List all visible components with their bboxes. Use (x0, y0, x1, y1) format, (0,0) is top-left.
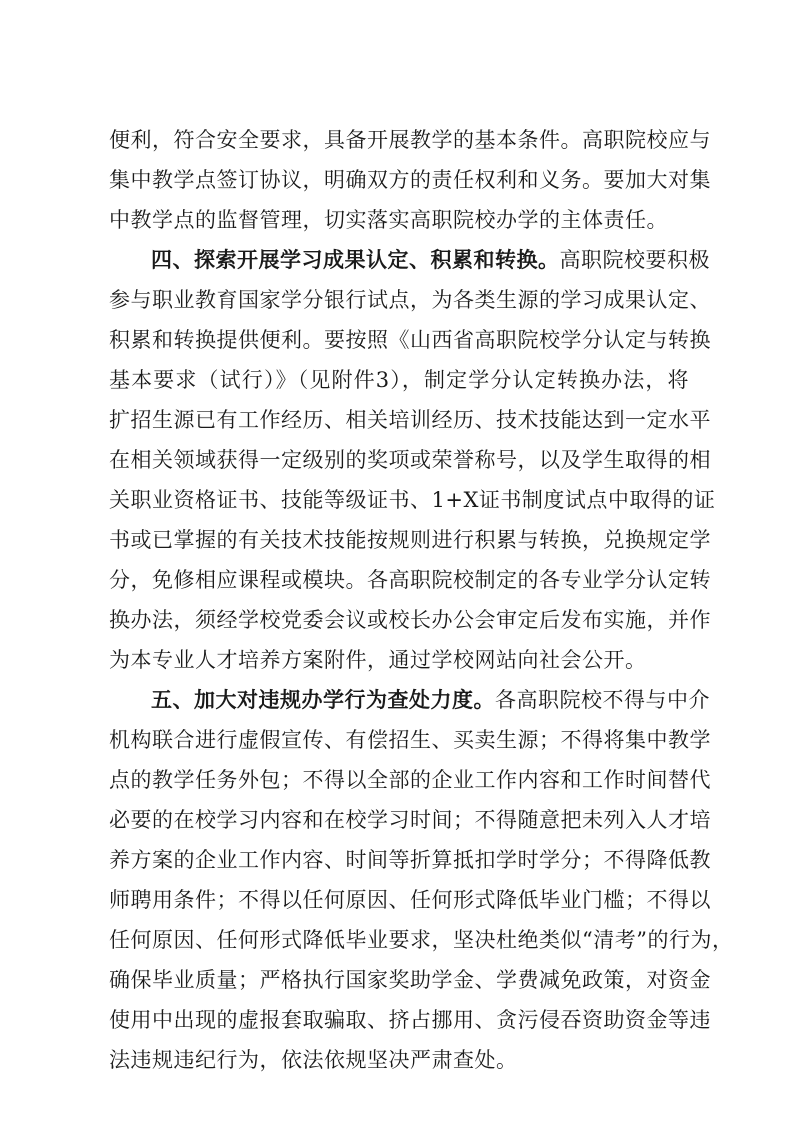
text-line (109, 680, 710, 720)
text-line: 参与职业教育国家学分银行试点，为各类生源的学习成果认定、 (109, 288, 711, 312)
text-span: 高职院校要积极 (559, 248, 710, 272)
text-line: 养方案的企业工作内容、时间等折算抵扣学时学分；不得降低教 (109, 848, 711, 872)
text-line: 关职业资格证书、技能等级证书、1+X证书制度试点中取得的证 (109, 488, 716, 512)
text-line: 分，免修相应课程或模块。各高职院校制定的各专业学分认定转 (109, 568, 711, 592)
text-line: 机构联合进行虚假宣传、有偿招生、买卖生源；不得将集中教学 (109, 728, 711, 752)
section-five-heading: 五、加大对违规办学行为查处力度。 (151, 688, 495, 712)
text-line (109, 240, 710, 280)
text-line: 使用中出现的虚报套取骗取、挤占挪用、贪污侵吞资助资金等违 (109, 1008, 711, 1032)
section-four-heading: 四、探索开展学习成果认定、积累和转换。 (151, 248, 560, 272)
text-line: 基本要求（试行）》（见附件3），制定学分认定转换办法，将 (109, 368, 689, 392)
section-five-paragraph (109, 680, 734, 1080)
text-line: 中教学点的监督管理，切实落实高职院校办学的主体责任。 (109, 208, 668, 232)
text-line: 换办法，须经学校党委会议或校长办公会审定后发布实施，并作 (109, 608, 711, 632)
text-line: 便利，符合安全要求，具备开展教学的基本条件。高职院校应与 (109, 128, 711, 152)
text-span: 各高职院校不得与中介 (495, 688, 710, 712)
text-line: 集中教学点签订协议，明确双方的责任权利和义务。要加大对集 (109, 168, 711, 192)
paragraph-continuation (109, 120, 711, 240)
text-line: 点的教学任务外包；不得以全部的企业工作内容和工作时间替代 (109, 768, 711, 792)
text-line: 确保毕业质量；严格执行国家奖助学金、学费减免政策，对资金 (109, 968, 711, 992)
document-body (109, 120, 734, 1080)
text-line: 书或已掌握的有关技术技能按规则进行积累与转换，兑换规定学 (109, 528, 711, 552)
section-four-paragraph (109, 240, 716, 680)
text-line: 为本专业人才培养方案附件，通过学校网站向社会公开。 (109, 648, 647, 672)
text-line: 积累和转换提供便利。要按照《山西省高职院校学分认定与转换 (109, 328, 711, 352)
text-line: 师聘用条件；不得以任何原因、任何形式降低毕业门槛；不得以 (109, 888, 711, 912)
text-line: 法违规违纪行为，依法依规坚决严肃查处。 (109, 1048, 518, 1072)
text-line: 扩招生源已有工作经历、相关培训经历、技术技能达到一定水平 (109, 408, 711, 432)
text-line: 任何原因、任何形式降低毕业要求，坚决杜绝类似“清考”的行为， (109, 928, 734, 952)
text-line: 必要的在校学习内容和在校学习时间；不得随意把未列入人才培 (109, 808, 711, 832)
text-line: 在相关领域获得一定级别的奖项或荣誉称号，以及学生取得的相 (109, 448, 711, 472)
